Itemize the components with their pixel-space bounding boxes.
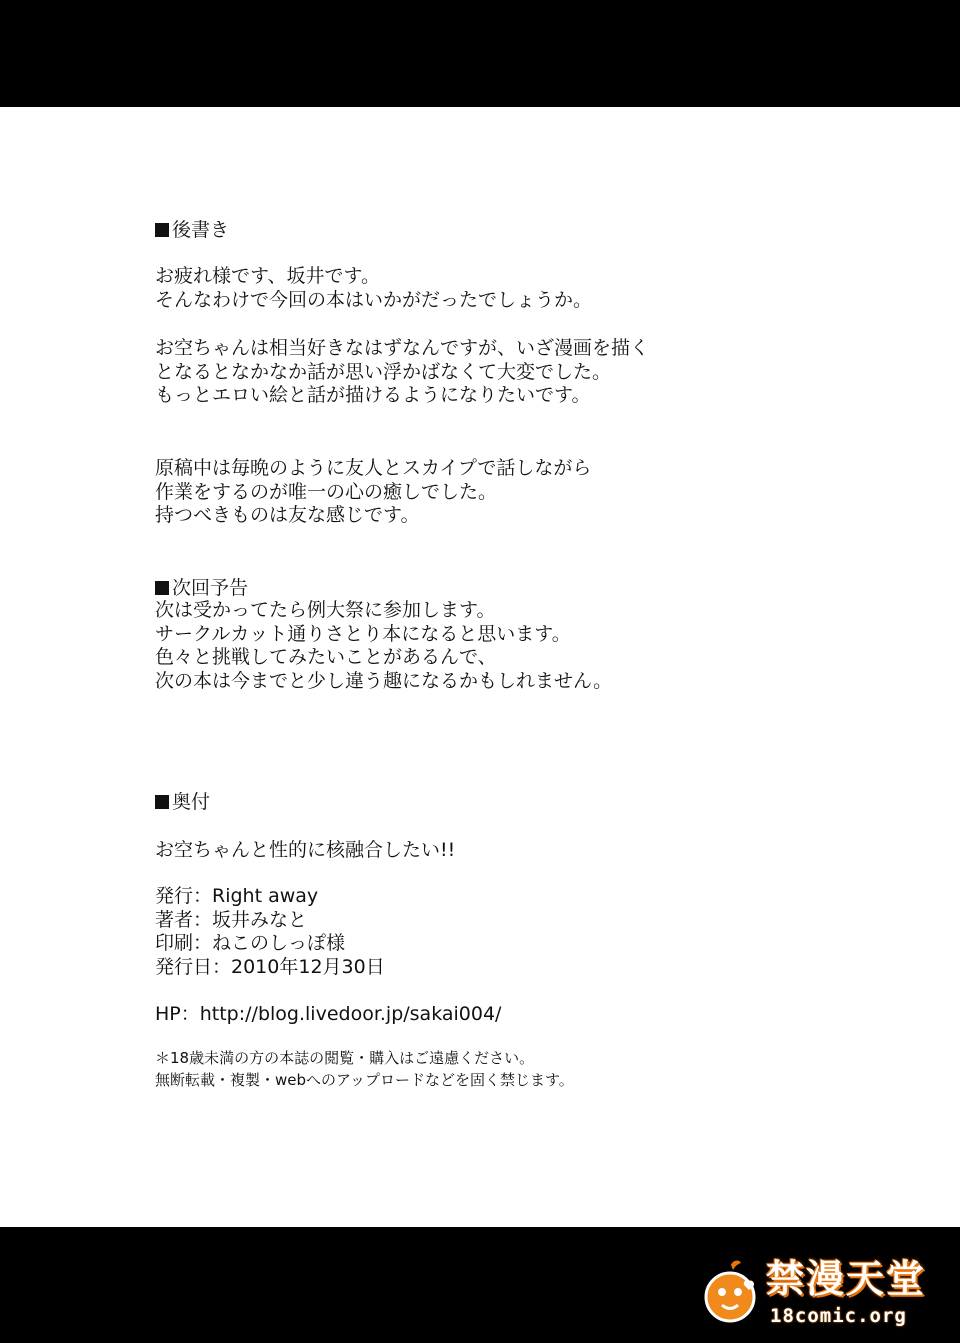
document-page: [0, 107, 960, 1227]
watermark-title: 禁漫天堂: [766, 1257, 927, 1301]
publish-date: 発行日：2010年12月30日: [155, 955, 385, 978]
next-issue-text: 次は受かってたら例大祭に参加します。 サークルカット通りさとり本になると思います。 色々と挑戦してみたいことがあるんで、 次の本は今までと少し違う趣になるかもしれません。: [155, 599, 613, 692]
watermark-site: 18comic.org: [770, 1305, 907, 1327]
homepage-url: HP：http://blog.livedoor.jp/sakai004/: [155, 1003, 502, 1025]
colophon-heading: 奥付: [155, 791, 210, 815]
colophon-details: [155, 885, 385, 979]
mascot-logo-icon: [700, 1259, 762, 1325]
publisher: 発行：Right away: [155, 885, 319, 907]
square-bullet-icon: [155, 581, 169, 595]
next-issue-heading: 次回予告: [155, 577, 248, 601]
afterword-heading: 後書き: [155, 219, 229, 243]
printer: 印刷：ねこのしっぽ様: [155, 932, 346, 954]
afterword-paragraph-2: お空ちゃんは相当好きなはずなんですが、いざ漫画を描く となるとなかなか話が思い浮かばなくて大変でした。 もっとエロい絵と話が描けるようになりたいです。: [155, 337, 650, 406]
square-bullet-icon: [155, 223, 169, 237]
afterword-paragraph-1: お疲れ様です、坂井です。 そんなわけで今回の本はいかがだったでしょうか。: [155, 265, 593, 311]
site-watermark: [700, 1255, 950, 1333]
legal-notice: ＊18歳未満の方の本誌の閲覧・購入はご遠慮ください。 無断転載・複製・webへのアップロードなどを固く禁じます。: [155, 1049, 574, 1089]
square-bullet-icon: [155, 795, 169, 809]
author: 著者：坂井みなと: [155, 908, 308, 931]
afterword-paragraph-3: 原稿中は毎晩のように友人とスカイプで話しながら 作業をするのが唯一の心の癒しでした。 持つべきものは友な感じです。: [155, 457, 592, 526]
book-title: お空ちゃんと性的に核融合したい!!: [155, 839, 456, 861]
